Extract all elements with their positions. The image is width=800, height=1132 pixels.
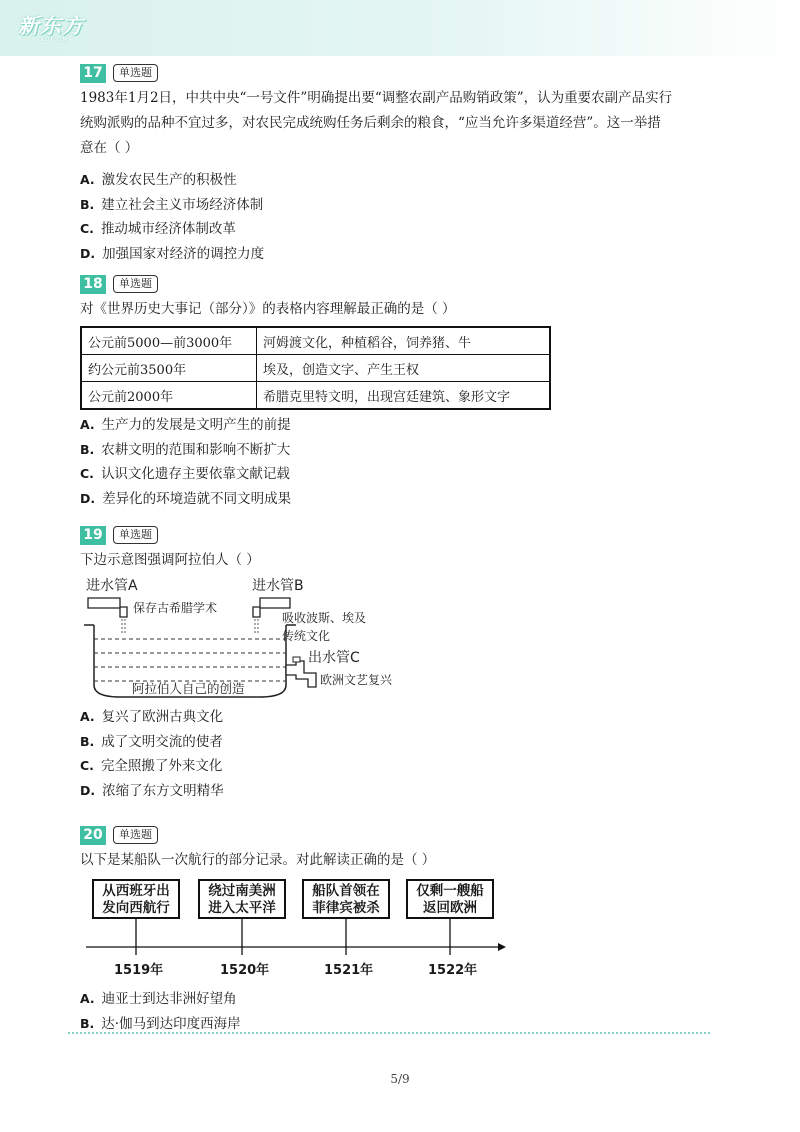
option-text: 推动城市经济体制改革 (100, 221, 236, 237)
question-stem (80, 848, 720, 873)
question-number: 17 (80, 64, 106, 83)
inflow-a-label: 保存古希腊学术 (133, 601, 218, 615)
option-c[interactable] (80, 462, 720, 487)
question-type-badge: 单选题 (113, 275, 158, 293)
option-letter: D. (80, 245, 96, 261)
event-line: 返回欧洲 (423, 900, 477, 916)
timeline-event-box (406, 879, 494, 919)
table-row (81, 355, 550, 382)
event-line: 绕过南美洲 (208, 883, 276, 899)
table-cell-event: 希腊克里特文明，出现宫廷建筑、象形文字 (257, 382, 551, 410)
option-letter: A. (80, 709, 95, 724)
option-d[interactable] (80, 779, 720, 804)
table-cell-date: 公元前2000年 (81, 382, 257, 410)
timeline-year: 1520年 (220, 963, 270, 978)
option-a[interactable] (80, 705, 720, 730)
option-a[interactable] (80, 987, 720, 1012)
event-line: 船队首领在 (312, 883, 380, 899)
stem-line: 以下是某船队一次航行的部分记录。对此解读正确的是（ ） (80, 852, 436, 868)
question-type-badge: 单选题 (113, 64, 158, 82)
option-text: 完全照搬了外来文化 (100, 758, 223, 774)
option-text: 认识文化遗存主要依靠文献记载 (100, 466, 290, 482)
inflow-b-label-1: 吸收波斯、埃及 (282, 611, 367, 625)
outflow-c-label: 欧洲文艺复兴 (320, 673, 393, 687)
question-type-badge: 单选题 (113, 526, 158, 544)
table-cell-date: 约公元前3500年 (81, 355, 257, 382)
brand-logo (18, 10, 84, 43)
option-letter: A. (80, 991, 95, 1006)
question-header (80, 824, 720, 846)
pipe-a-label: 进水管A (86, 578, 138, 594)
table-row (81, 327, 550, 355)
inflow-b-label-2: 传统文化 (282, 629, 331, 643)
option-c[interactable] (80, 754, 720, 779)
table-cell-date: 公元前5000—前3000年 (81, 327, 257, 355)
table-row (81, 382, 550, 410)
stem-line: 下边示意图强调阿拉伯人（ ） (80, 552, 260, 568)
options-list (80, 413, 720, 511)
timeline-event-box (198, 879, 286, 919)
option-letter: B. (80, 733, 95, 749)
question-number: 20 (80, 826, 106, 845)
option-text: 农耕文明的范围和影响不断扩大 (101, 441, 291, 458)
option-letter: D. (80, 782, 96, 798)
event-line: 菲律宾被杀 (312, 900, 380, 916)
question-19 (80, 524, 720, 803)
question-type-badge: 单选题 (113, 826, 158, 844)
options-list (80, 168, 720, 266)
voyage-timeline (80, 879, 520, 983)
brand-name: 新东方 (18, 14, 84, 38)
question-18 (80, 273, 720, 511)
inlet-pipe-a (88, 598, 127, 617)
page-number: 5/9 (390, 1072, 410, 1086)
option-letter: A. (80, 417, 95, 432)
option-letter: C. (80, 221, 94, 236)
option-text: 浓缩了东方文明精华 (102, 782, 224, 799)
table-cell-event: 埃及，创造文字、产生王权 (257, 355, 551, 382)
question-stem (80, 297, 720, 322)
stem-line: 1983年1月2日，中共中央“一号文件”明确提出要“调整农副产品购销政策”，认为重要农副产品实行 (80, 90, 673, 106)
timeline-event-box (92, 879, 180, 919)
option-text: 建立社会主义市场经济体制 (101, 196, 264, 213)
option-letter: C. (80, 758, 94, 773)
option-b[interactable] (80, 438, 720, 463)
question-stem (80, 548, 720, 573)
option-text: 生产力的发展是文明产生的前提 (101, 417, 291, 433)
timeline-year: 1521年 (324, 963, 374, 978)
event-line: 仅剩一艘船 (416, 883, 484, 899)
stem-line: 对《世界历史大事记（部分）》的表格内容理解最正确的是（ ） (80, 301, 456, 317)
table-cell-event: 河姆渡文化，种植稻谷，饲养猪、牛 (257, 327, 551, 355)
culture-reservoir-diagram (80, 575, 420, 703)
question-number: 19 (80, 526, 106, 545)
footer-divider (68, 1032, 710, 1034)
option-letter: C. (80, 466, 94, 481)
question-header (80, 273, 720, 295)
option-letter: B. (80, 196, 95, 212)
question-number: 18 (80, 275, 106, 294)
outlet-valve (293, 657, 300, 662)
pipe-c-label: 出水管C (308, 650, 360, 666)
option-b[interactable] (80, 730, 720, 755)
option-letter: B. (80, 441, 95, 457)
event-line: 从西班牙出 (102, 883, 170, 899)
option-d[interactable] (80, 242, 720, 267)
option-d[interactable] (80, 487, 720, 512)
timeline-year: 1522年 (428, 963, 478, 978)
event-line: 发向西航行 (102, 900, 170, 916)
header-band (0, 0, 800, 56)
question-20 (80, 824, 720, 1036)
question-header (80, 62, 720, 84)
option-text: 迪亚士到达非洲好望角 (101, 991, 237, 1007)
options-list (80, 987, 720, 1036)
timeline-arrowhead (498, 943, 506, 951)
history-events-table (80, 326, 551, 410)
option-text: 差异化的环境造就不同文明成果 (102, 490, 292, 507)
timeline-event-box (302, 879, 390, 919)
option-letter: A. (80, 172, 95, 187)
option-b[interactable] (80, 193, 720, 218)
option-letter: B. (80, 1015, 95, 1031)
option-c[interactable] (80, 217, 720, 242)
option-text: 加强国家对经济的调控力度 (102, 245, 265, 262)
option-text: 成了文明交流的使者 (101, 733, 223, 750)
question-header (80, 524, 720, 546)
option-text: 复兴了欧洲古典文化 (101, 709, 224, 725)
option-a[interactable] (80, 413, 720, 438)
timeline-year: 1519年 (114, 963, 164, 978)
options-list (80, 705, 720, 803)
question-17 (80, 62, 720, 266)
option-text: 达·伽马到达印度西海岸 (101, 1015, 241, 1032)
bottom-label: 阿拉伯人自己的创造 (132, 681, 245, 696)
option-a[interactable] (80, 168, 720, 193)
stem-line: 统购派购的品种不宜过多，对农民完成统购任务后剩余的粮食，“应当允许多渠道经营”。这一举措 (80, 115, 661, 131)
question-stem (80, 86, 720, 161)
pipe-b-label: 进水管B (252, 578, 304, 594)
option-text: 激发农民生产的积极性 (101, 172, 237, 188)
stem-line: 意在（ ） (80, 140, 139, 156)
brand-sub: XDF.CN (40, 36, 68, 43)
event-line: 进入太平洋 (208, 900, 276, 916)
option-letter: D. (80, 490, 96, 506)
